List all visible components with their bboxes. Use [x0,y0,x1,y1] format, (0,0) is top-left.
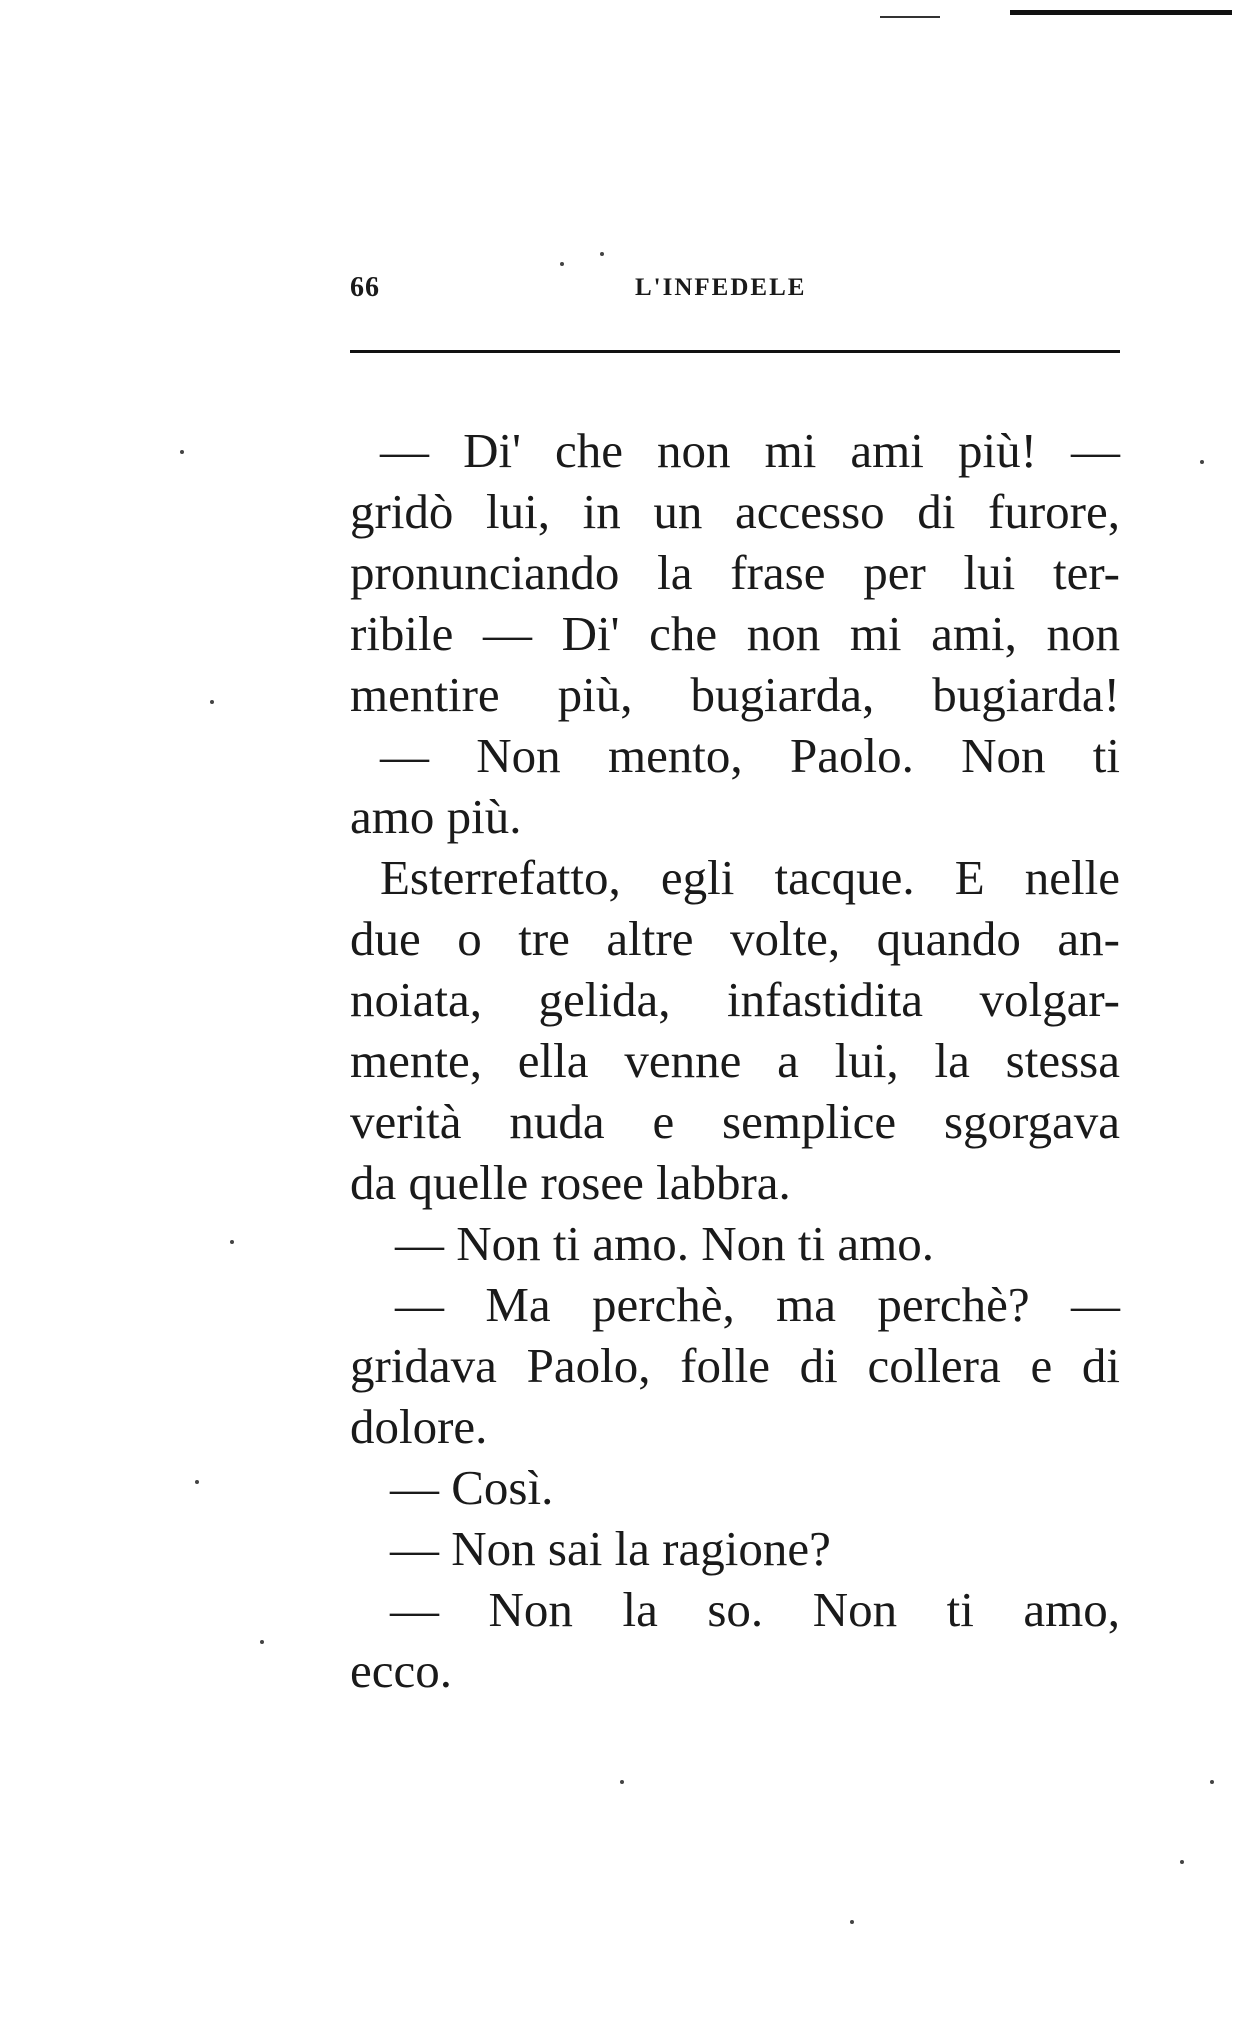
text-line: due o tre altre volte, quando an- [350,911,1120,966]
text-line: — Non sai la ragione? [390,1521,831,1576]
text-line: — Non mento, Paolo. Non ti [380,728,1120,783]
page-number: 66 [350,272,380,303]
page-header [350,272,1120,312]
text-line: ribile — Di' che non mi ami, non [350,606,1120,661]
text-line: gridò lui, in un accesso di furore, [350,484,1120,539]
text-line: mentire più, bugiarda, bugiarda! [350,667,1120,722]
body-text [350,420,1120,1701]
text-line: — Così. [390,1460,554,1515]
text-line: dolore. [350,1399,488,1454]
running-title: L'INFEDELE [635,274,807,301]
text-line: — Non la so. Non ti amo, [390,1582,1120,1637]
text-line: — Non ti amo. Non ti amo. [395,1216,934,1271]
text-line: pronunciando la frase per lui ter- [350,545,1120,600]
text-line: da quelle rosee labbra. [350,1155,791,1210]
scan-edge-mark [1010,10,1232,15]
text-line: Esterrefatto, egli tacque. E nelle [380,850,1120,905]
text-line: ecco. [350,1643,452,1698]
text-line: noiata, gelida, infastidita volgar- [350,972,1120,1027]
scan-edge-mark-small [880,16,940,18]
header-rule [350,350,1120,353]
text-line: verità nuda e semplice sgorgava [350,1094,1120,1149]
text-line: mente, ella venne a lui, la stessa [350,1033,1120,1088]
text-line: gridava Paolo, folle di collera e di [350,1338,1120,1393]
text-line: — Di' che non mi ami più! — [380,423,1120,478]
text-line: amo più. [350,789,522,844]
text-line: — Ma perchè, ma perchè? — [395,1277,1120,1332]
